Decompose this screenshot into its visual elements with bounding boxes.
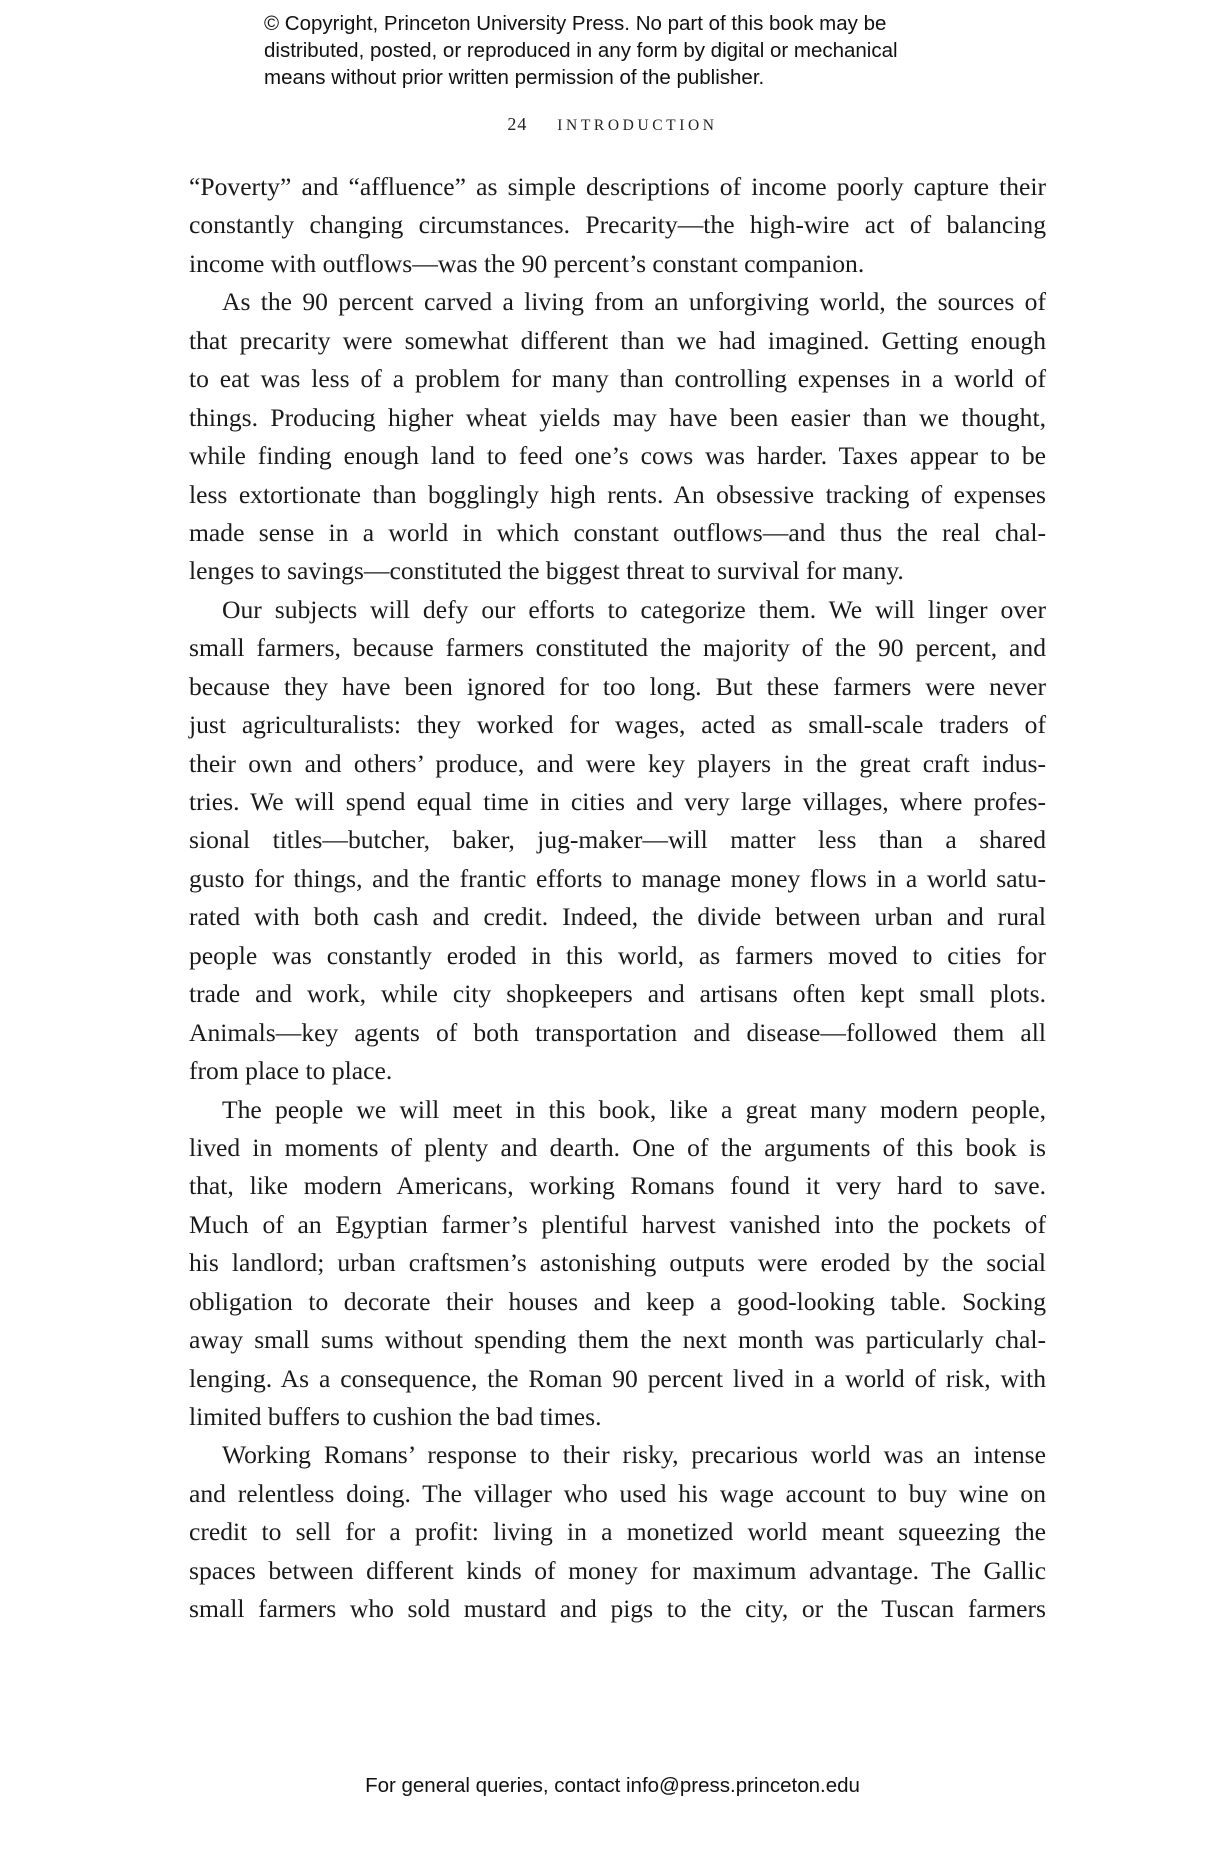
text-line: income with outflows—was the 90 percent’s constant companion. — [189, 248, 865, 278]
text-line: credit to sell for a profit: living in a monetized world meant squeezing the — [189, 1517, 1046, 1547]
chapter-title: INTRODUCTION — [557, 117, 718, 134]
text-line: small farmers, because farmers constituted the majority of the 90 percent, and — [189, 633, 1046, 663]
text-line: Our subjects will defy our efforts to categorize them. We will linger over — [222, 594, 1046, 624]
text-line: gusto for things, and the frantic efforts to manage money flows in a world satu- — [189, 863, 1046, 893]
text-line: Much of an Egyptian farmer’s plentiful harvest vanished into the pockets of — [189, 1209, 1046, 1239]
text-line: their own and others’ produce, and were key players in the great craft indus- — [189, 748, 1046, 778]
page-number: 24 — [507, 114, 528, 134]
text-line: small farmers who sold mustard and pigs to the city, or the Tuscan farmers — [189, 1594, 1046, 1624]
text-line: sional titles—butcher, baker, jug-maker—will matter less than a shared — [189, 825, 1046, 855]
text-line: lived in moments of plenty and dearth. One of the arguments of this book is — [189, 1132, 1046, 1162]
text-line: things. Producing higher wheat yields may have been easier than we thought, — [189, 402, 1046, 432]
text-line: spaces between different kinds of money for maximum advantage. The Gallic — [189, 1555, 1046, 1585]
text-line: made sense in a world in which constant outflows—and thus the real chal- — [189, 517, 1046, 547]
text-line: less extortionate than bogglingly high rents. An obsessive tracking of expenses — [189, 479, 1046, 509]
text-line: to eat was less of a problem for many than controlling expenses in a world of — [189, 364, 1046, 394]
text-line: trade and work, while city shopkeepers and artisans often kept small plots. — [189, 979, 1046, 1009]
text-line: constantly changing circumstances. Precarity—the high-wire act of balancing — [189, 210, 1046, 240]
text-line: lenges to savings—constituted the biggest threat to survival for many. — [189, 556, 904, 586]
text-line: Animals—key agents of both transportation and disease—followed them all — [189, 1017, 1046, 1047]
running-head — [0, 114, 1225, 135]
text-line: The people we will meet in this book, like a great many modern people, — [222, 1094, 1046, 1124]
text-line: that, like modern Americans, working Romans found it very hard to save. — [189, 1171, 1046, 1201]
text-line: As the 90 percent carved a living from an unforgiving world, the sources of — [222, 287, 1046, 317]
text-line: and relentless doing. The villager who used his wage account to buy wine on — [189, 1478, 1046, 1508]
text-line: that precarity were somewhat different than we had imagined. Getting enough — [189, 325, 1046, 355]
text-line: rated with both cash and credit. Indeed, the divide between urban and rural — [189, 902, 1046, 932]
text-line: because they have been ignored for too long. But these farmers were never — [189, 671, 1046, 701]
copyright-line: © Copyright, Princeton University Press. No part of this book may be — [264, 12, 887, 35]
text-line: away small sums without spending them the next month was particularly chal- — [189, 1325, 1046, 1355]
text-line: obligation to decorate their houses and keep a good-looking table. Socking — [189, 1286, 1046, 1316]
copyright-line: distributed, posted, or reproduced in any form by digital or mechanical — [264, 39, 898, 62]
text-line: just agriculturalists: they worked for wages, acted as small-scale traders of — [189, 710, 1046, 740]
footer-contact: For general queries, contact info@press.princeton.edu — [365, 1774, 860, 1797]
text-line: from place to place. — [189, 1056, 393, 1086]
text-line: lenging. As a consequence, the Roman 90 percent lived in a world of risk, with — [189, 1363, 1046, 1393]
text-line: “Poverty” and “affluence” as simple descriptions of income poorly capture their — [189, 172, 1046, 201]
text-line: people was constantly eroded in this world, as farmers moved to cities for — [189, 940, 1046, 970]
copyright-notice — [264, 10, 1024, 91]
text-line: his landlord; urban craftsmen’s astonishing outputs were eroded by the social — [189, 1248, 1046, 1278]
body-text — [189, 168, 1046, 1629]
text-line: limited buffers to cushion the bad times. — [189, 1402, 602, 1431]
text-line: while finding enough land to feed one’s cows was harder. Taxes appear to be — [189, 441, 1046, 471]
text-line: Working Romans’ response to their risky, precarious world was an intense — [222, 1440, 1046, 1470]
copyright-line: means without prior written permission of the publisher. — [264, 66, 765, 89]
text-line: tries. We will spend equal time in cities and very large villages, where profes- — [189, 787, 1046, 816]
